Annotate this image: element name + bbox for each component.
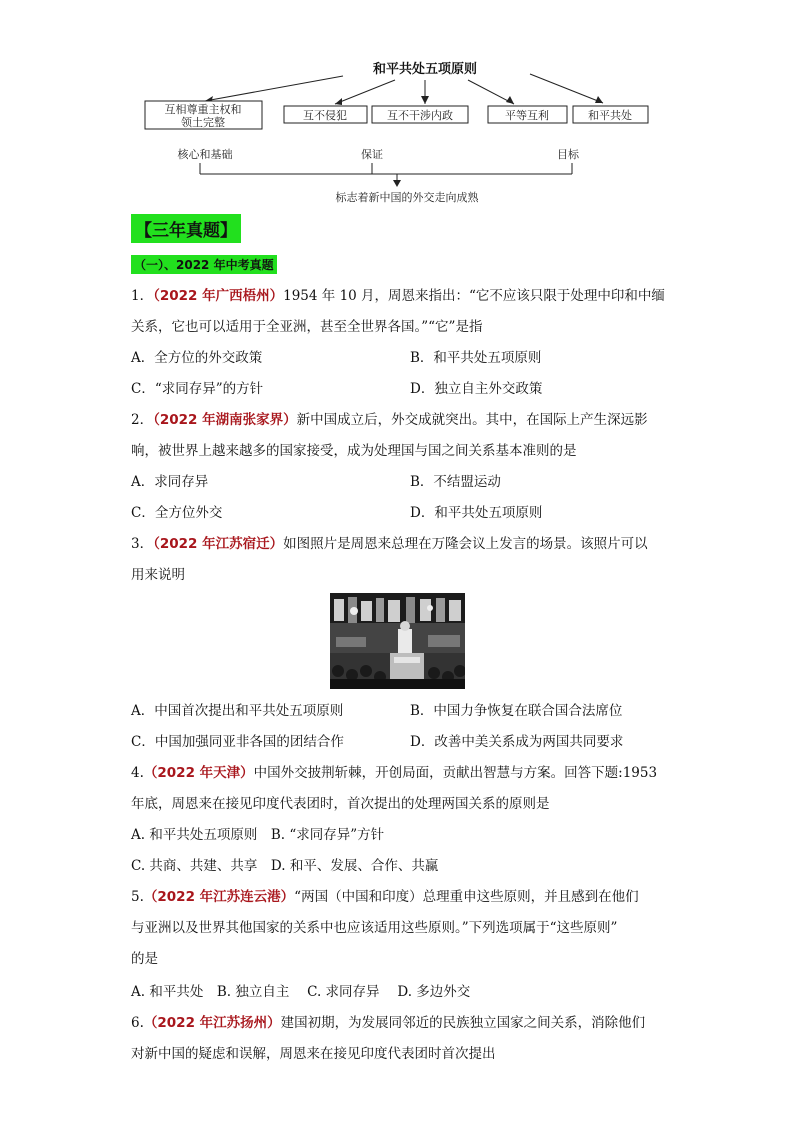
q5-stem-line-1: 5.（2022 年江苏连云港）“两国（中国和印度）总理重申这些原则，并且感到在他们 xyxy=(131,889,639,905)
diagram-conclusion: 标志着新中国的外交走向成熟 xyxy=(335,191,479,204)
q1-option-b: B．和平共处五项原则 xyxy=(410,350,542,366)
q5-options-line: A. 和平共处 B. 独立自主 C. 求同存异 D. 多边外交 xyxy=(131,984,471,1000)
q1-stem-line-1: 1．（2022 年广西梧州）1954 年 10 月，周恩来指出：“它不应该只限于处理中印和中缅 xyxy=(131,288,665,304)
label-guarantee: 保证 xyxy=(361,148,383,161)
principle-box-5-label: 和平共处 xyxy=(588,109,632,122)
q1-stem-line-2: 关系，它也可以适用于全亚洲，甚至全世界各国。”“它”是指 xyxy=(131,319,483,335)
q3-stem-line-1: 3．（2022 年江苏宿迁）如图照片是周恩来总理在万隆会议上发言的场景。该照片可以 xyxy=(131,536,648,552)
principle-box-2-label: 互不侵犯 xyxy=(303,109,347,122)
q3-option-a: A．中国首次提出和平共处五项原则 xyxy=(131,703,344,719)
q1-option-d: D．独立自主外交政策 xyxy=(410,381,543,397)
arrow-to-box-5 xyxy=(530,74,603,103)
arrow-to-box-2 xyxy=(335,80,395,104)
q5-source: （2022 年江苏连云港） xyxy=(143,889,295,905)
q3-stem-line-2: 用来说明 xyxy=(131,567,185,583)
principle-box-4-label: 平等互利 xyxy=(505,109,549,122)
subsection-title: （一）、2022 年中考真题 xyxy=(131,255,277,274)
q2-source: （2022 年湖南张家界） xyxy=(153,412,297,428)
q3-option-d: D．改善中美关系成为两国共同要求 xyxy=(410,734,624,750)
q1-option-a: A．全方位的外交政策 xyxy=(131,350,263,366)
q4-stem-line-2: 年底，周恩来在接见印度代表团时，首次提出的处理两国关系的原则是 xyxy=(131,796,550,812)
arrow-to-box-1 xyxy=(205,76,343,101)
label-goal: 目标 xyxy=(557,148,579,161)
q2-stem-line-1: 2．（2022 年湖南张家界）新中国成立后，外交成就突出。其中，在国际上产生深远影 xyxy=(131,412,648,428)
principles-diagram xyxy=(0,0,794,210)
q1-source: （2022 年广西梧州） xyxy=(153,288,284,304)
q6-stem-line-2: 对新中国的疑虑和误解，周恩来在接见印度代表团时首次提出 xyxy=(131,1046,496,1062)
q3-source: （2022 年江苏宿迁） xyxy=(153,536,284,552)
section-title: 【三年真题】 xyxy=(131,214,241,243)
q5-stem-line-3: 的是 xyxy=(131,951,158,967)
q2-option-c: C．全方位外交 xyxy=(131,505,223,521)
q1-option-c: C．“求同存异”的方针 xyxy=(131,381,264,397)
q2-option-d: D．和平共处五项原则 xyxy=(410,505,543,521)
principle-box-1-line2: 领土完整 xyxy=(181,116,225,129)
q3-option-c: C．中国加强同亚非各国的团结合作 xyxy=(131,734,344,750)
q6-stem-line-1: 6.（2022 年江苏扬州）建国初期，为发展同邻近的民族独立国家之间关系，消除他们 xyxy=(131,1015,646,1031)
label-core: 核心和基础 xyxy=(177,148,233,161)
q4-options-line-1: A. 和平共处五项原则 B. “求同存异”方针 xyxy=(131,827,385,843)
q2-option-a: A．求同存异 xyxy=(131,474,209,490)
q5-stem-line-2: 与亚洲以及世界其他国家的关系中也应该适用这些原则。”下列选项属于“这些原则” xyxy=(131,920,618,936)
q6-source: （2022 年江苏扬州） xyxy=(143,1015,281,1031)
q4-options-line-2: C. 共商、共建、共享 D. 和平、发展、合作、共赢 xyxy=(131,858,439,874)
q2-option-b: B．不结盟运动 xyxy=(410,474,501,490)
diagram-title: 和平共处五项原则 xyxy=(372,62,478,77)
q4-source: （2022 年天津） xyxy=(143,765,254,781)
q2-stem-line-2: 响，被世界上越来越多的国家接受，成为处理国与国之间关系基本准则的是 xyxy=(131,443,577,459)
q4-stem-line-1: 4.（2022 年天津）中国外交披荆斩棘，开创局面，贡献出智慧与方案。回答下题:1953 xyxy=(131,765,658,781)
q3-option-b: B．中国力争恢复在联合国合法席位 xyxy=(410,703,623,719)
principle-box-1-line1: 互相尊重主权和 xyxy=(164,103,242,116)
bandung-conference-photo xyxy=(330,593,465,689)
principle-box-3-label: 互不干涉内政 xyxy=(387,109,453,122)
